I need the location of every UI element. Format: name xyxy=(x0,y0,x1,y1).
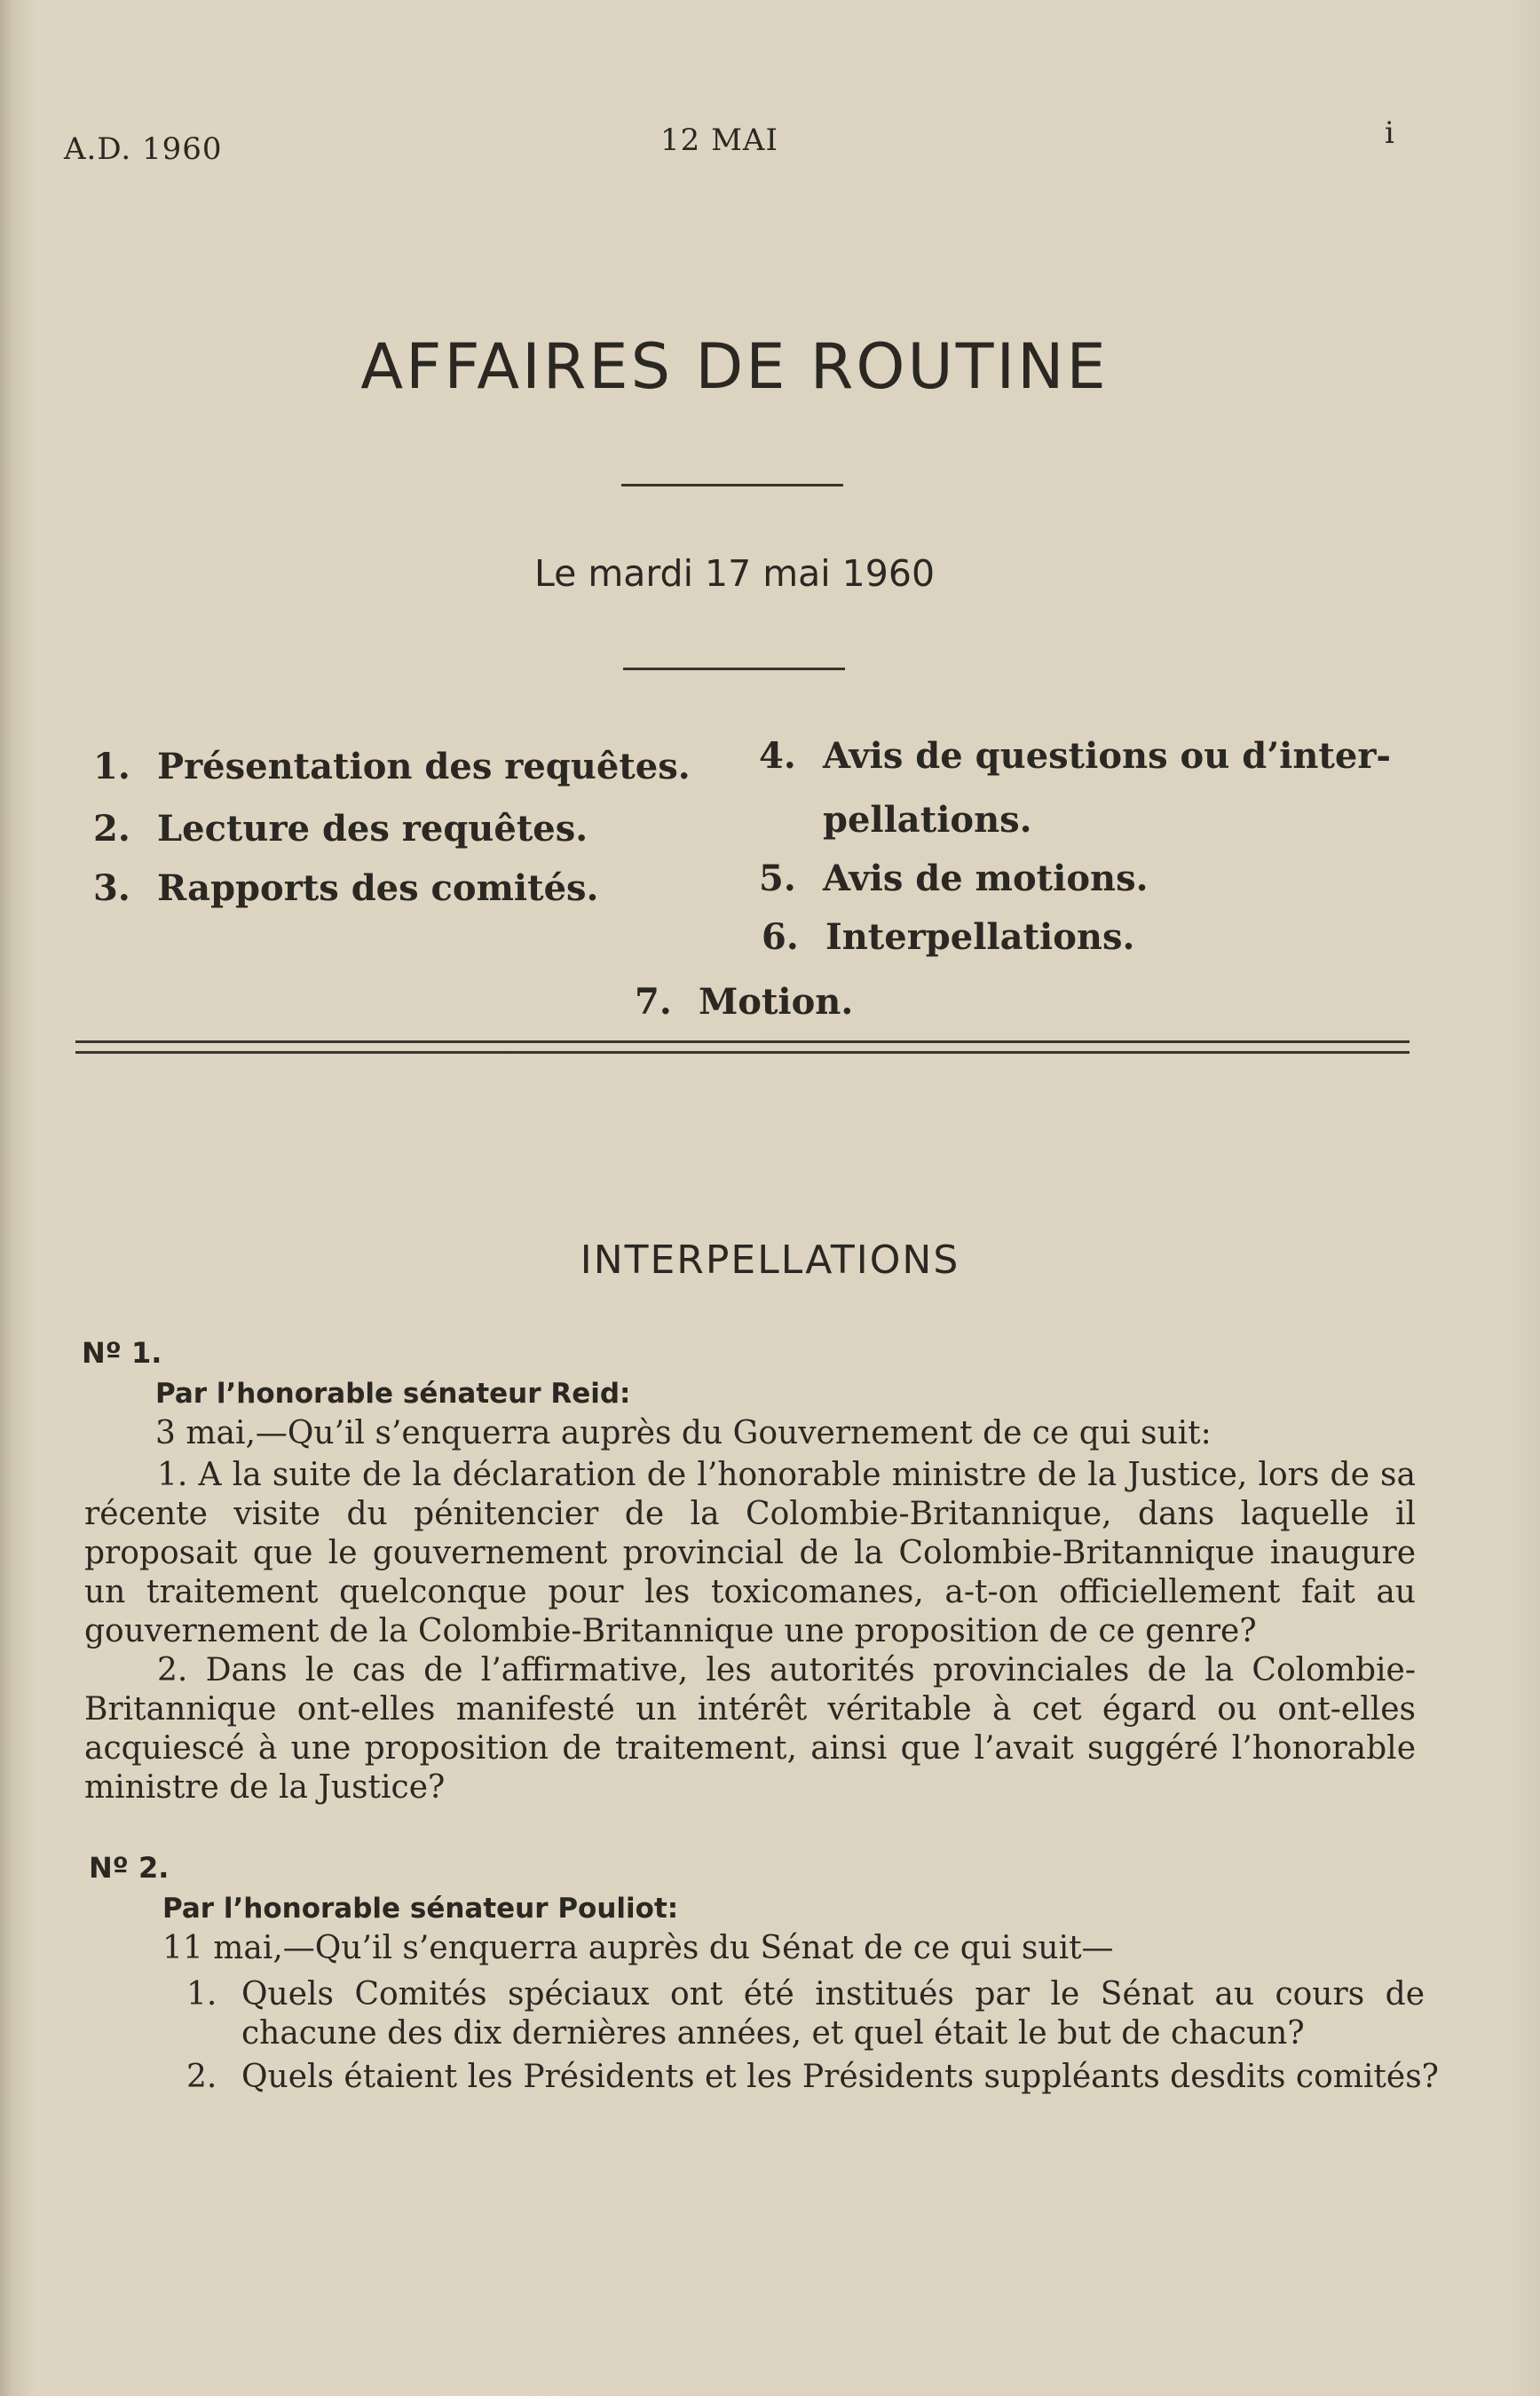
interpellation-number: Nº 2. xyxy=(89,1851,170,1885)
interpellation-intro: 11 mai,—Qu’il s’enquerra auprès du Sénat de ce qui suit— xyxy=(162,1930,1114,1966)
sitting-date: Le mardi 17 mai 1960 xyxy=(533,552,936,595)
interpellation-paragraph: 1. A la suite de la déclaration de l’honorable ministre de la Justice, lors de sa récente visite du pénitencier de la Colombie-Britannique, dans laquelle il proposait que le gouvernement provincial de la Colombie-Britannique inaugure un traitement quelconque pour les toxicomanes, a-t-on officiellement fait au gouvernement de la Colombie-Britannique une proposition de ce genre? xyxy=(84,1457,1416,1649)
header-year: A.D. 1960 xyxy=(64,131,223,167)
agenda-item: 3. Rapports des comités. xyxy=(93,867,599,909)
list-item: 1. Quels Comités spéciaux ont été institués par le Sénat au cours de chacune des dix dernières années, et quel était le but de chacun? xyxy=(186,1976,1425,2052)
interpellation-author: Par l’honorable sénateur Pouliot: xyxy=(162,1893,679,1925)
agenda-item: 2. Lecture des requêtes. xyxy=(93,808,588,850)
agenda-item-continuation: pellations. xyxy=(823,799,1032,841)
section-title: INTERPELLATIONS xyxy=(580,1238,960,1283)
date-rule xyxy=(623,668,845,670)
header-date: 12 MAI xyxy=(660,123,778,158)
agenda-item: 1. Présentation des requêtes. xyxy=(93,746,691,787)
section-divider xyxy=(75,1040,1410,1054)
interpellation-number: Nº 1. xyxy=(82,1336,162,1370)
agenda-item: 7. Motion. xyxy=(635,981,854,1023)
interpellation-author: Par l’honorable sénateur Reid: xyxy=(155,1378,631,1410)
header-page-number: i xyxy=(1385,115,1395,151)
interpellation-paragraph: 2. Dans le cas de l’affirmative, les autorités provinciales de la Colombie-Britannique ont-elles manifesté un intérêt véritable à cet égard ou ont-elles acquiescé à une proposition de traitement, ainsi que l’avait suggéré l’honorable ministre de la Justice? xyxy=(84,1652,1416,1806)
agenda-item: 5. Avis de motions. xyxy=(759,858,1149,899)
interpellation-intro: 3 mai,—Qu’il s’enquerra auprès du Gouvernement de ce qui suit: xyxy=(155,1415,1212,1451)
list-item: 2. Quels étaient les Présidents et les Présidents suppléants desdits comités? xyxy=(186,2059,1439,2095)
agenda-item: 6. Interpellations. xyxy=(762,916,1135,958)
agenda-item: 4. Avis de questions ou d’inter- xyxy=(759,735,1391,777)
title-rule xyxy=(621,484,843,486)
page-title: AFFAIRES DE ROUTINE xyxy=(360,330,1109,403)
